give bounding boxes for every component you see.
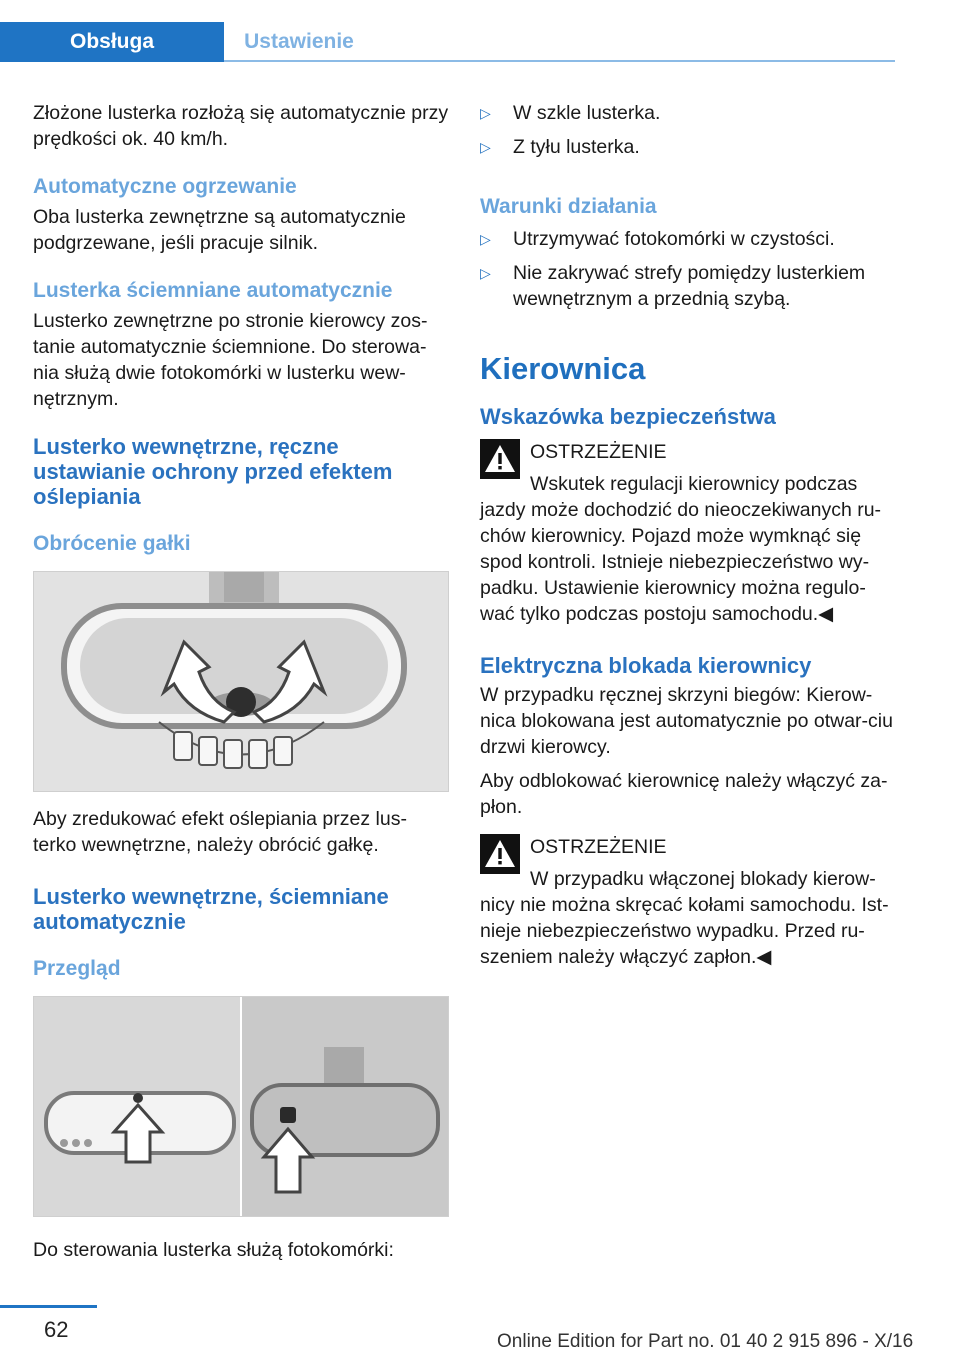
footer-rule xyxy=(0,1305,97,1308)
paragraph-lock-unlock: Aby odblokować kierownicę należy włączyć za‐płon. xyxy=(480,770,888,818)
list-item xyxy=(480,134,896,160)
triangle-right-icon: ▷ xyxy=(480,139,491,155)
figure-mirror-knob xyxy=(33,571,449,792)
paragraph-folded-mirrors: Złożone lusterka rozłożą się automatycznie przy prędkości ok. 40 km/h. xyxy=(33,102,449,150)
photocells-illustration xyxy=(34,997,448,1216)
edition-text: Online Edition for Part no. 01 40 2 915 896 - X/16 xyxy=(497,1331,914,1352)
warning-text xyxy=(480,471,896,627)
left-column xyxy=(33,100,449,1263)
warning-text xyxy=(480,866,896,970)
page-number: 62 xyxy=(44,1317,69,1342)
heading-auto-dimming-inner: Lusterko wewnętrzne, ściemniane automatycznie xyxy=(33,884,389,934)
warning-title: OSTRZEŻENIE xyxy=(530,441,667,463)
paragraph-heating: Oba lusterka zewnętrzne są automatycznie podgrzewane, jeśli pracuje silnik. xyxy=(33,206,406,254)
list-item xyxy=(480,260,896,312)
paragraph-photocells: Do sterowania lusterka służą fotokomórki: xyxy=(33,1239,394,1261)
heading-electric-lock: Elektryczna blokada kierownicy xyxy=(480,653,812,678)
heading-auto-dimming-mirrors: Lusterka ściemniane automatycznie xyxy=(33,279,393,302)
triangle-right-icon: ▷ xyxy=(480,265,491,281)
heading-steering-wheel: Kierownica xyxy=(480,351,646,386)
header-tabs xyxy=(0,0,895,66)
list-item xyxy=(480,226,896,252)
warning-text-content: W przypadku włączonej blokady kierow‐nicy nie można skręcać kołami samochodu. Ist‐nieje niebezpieczeństwo wypadku. Przed ru‐szeniem należy włączyć zapłon.◀ xyxy=(480,868,889,968)
heading-turn-knob: Obrócenie gałki xyxy=(33,532,191,555)
paragraph-lock-manual: W przypadku ręcznej skrzyni biegów: Kierow‐nica blokowana jest automatycznie po otwar‐ciu drzwi kierowcy. xyxy=(480,684,893,758)
list-item xyxy=(480,100,896,126)
heading-automatic-heating: Automatyczne ogrzewanie xyxy=(33,175,297,198)
heading-overview: Przegląd xyxy=(33,957,121,980)
tab-obsluga[interactable]: Obsługa xyxy=(0,22,224,62)
heading-safety-note: Wskazówka bezpieczeństwa xyxy=(480,404,776,429)
list-item-text: Nie zakrywać strefy pomiędzy lusterkiem wewnętrznym a przednią szybą. xyxy=(513,262,866,310)
warning-triangle-icon xyxy=(480,834,520,874)
mirror-knob-illustration xyxy=(34,572,448,791)
list-item-text: W szkle lusterka. xyxy=(513,102,661,124)
figure-photocells xyxy=(33,996,449,1217)
heading-conditions: Warunki działania xyxy=(480,195,657,218)
right-column xyxy=(480,100,896,970)
warning-title: OSTRZEŻENIE xyxy=(530,836,667,858)
triangle-right-icon: ▷ xyxy=(480,231,491,247)
header-rule xyxy=(224,60,895,62)
warning-triangle-icon xyxy=(480,439,520,479)
tab-ustawienie[interactable]: Ustawienie xyxy=(244,30,354,53)
paragraph-auto-dimming: Lusterko zewnętrzne po stronie kierowcy zos‐tanie automatycznie ściemnione. Do sterowa‐nia służą dwie fotokomórki w lusterku wew‐nętrznym. xyxy=(33,310,428,410)
triangle-right-icon: ▷ xyxy=(480,105,491,121)
warning-block-1 xyxy=(480,439,896,627)
warning-text-content: Wskutek regulacji kierownicy podczas jazdy może dochodzić do nieoczekiwanych ru‐chów kierownicy. Pojazd może wymknąć się spod kontroli. Istnieje niebezpieczeństwo wy‐padku. Ustawienie kierownicy można regulo‐wać tylko podczas postoju samochodu.◀ xyxy=(480,473,882,625)
list-item-text: Z tyłu lusterka. xyxy=(513,136,640,158)
paragraph-turn-knob: Aby zredukować efekt oślepiania przez lus‐terko wewnętrzne, należy obrócić gałkę. xyxy=(33,808,407,856)
heading-manual-antiglare: Lusterko wewnętrzne, ręczne ustawianie ochrony przed efektem oślepiania xyxy=(33,434,393,509)
list-item-text: Utrzymywać fotokomórki w czystości. xyxy=(513,228,835,250)
warning-block-2 xyxy=(480,834,896,970)
